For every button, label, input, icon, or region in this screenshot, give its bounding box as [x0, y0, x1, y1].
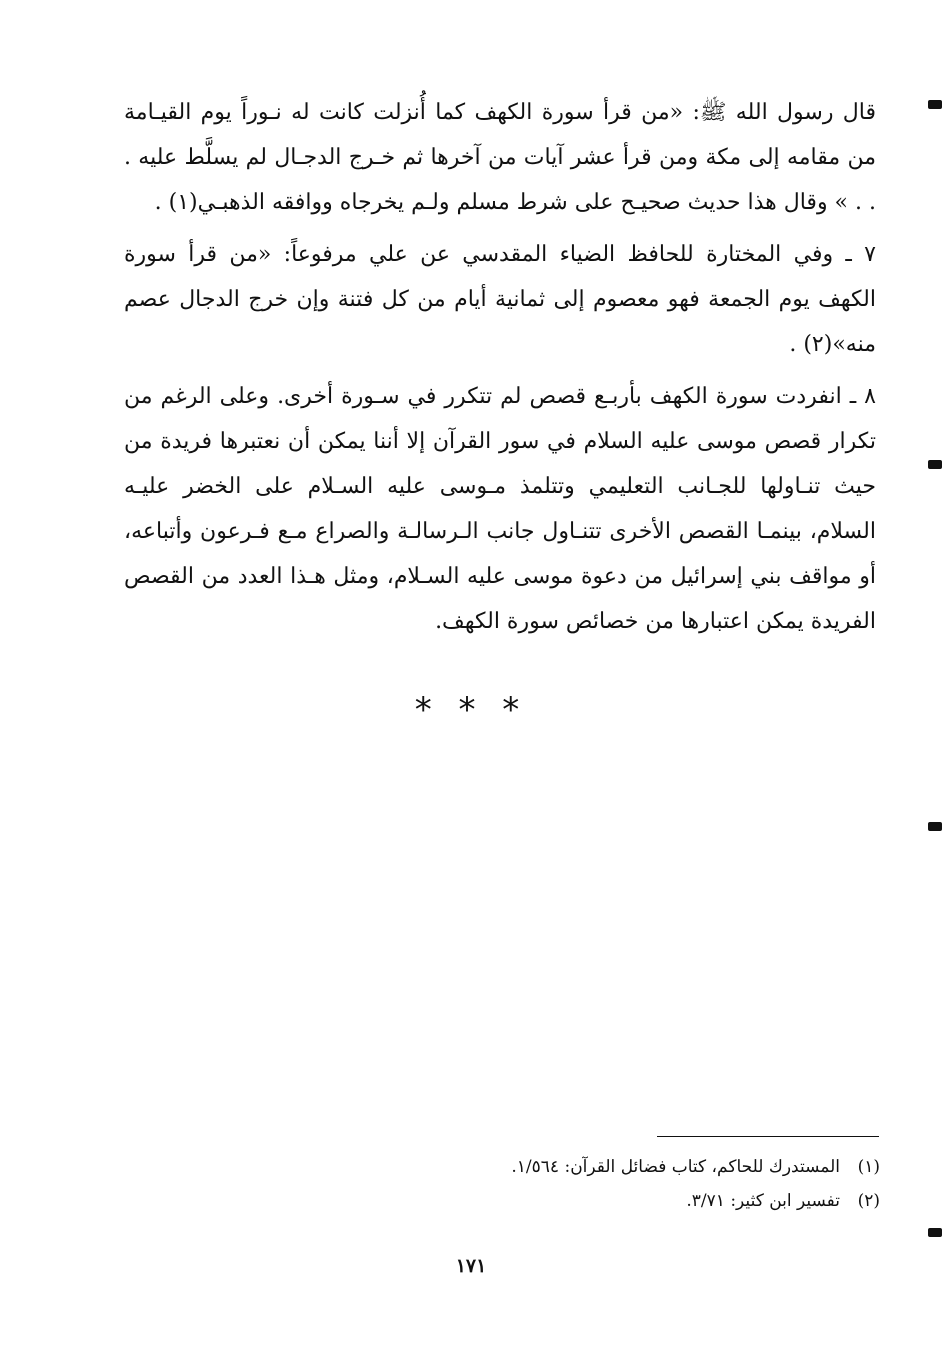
scan-edge-mark	[928, 822, 942, 831]
paragraph-item-8: ٨ ـ انفردت سورة الكهف بأربـع قصص لم تتكرر في سـورة أخرى. وعلى الرغم من تكرار قصص موسى عليه السلام في سور القرآن إلا أننا يمكن أن نعتبرها فريدة من حيث تنـاولها للجـانب التعليمي وتتلمذ مـوسى عليه السـلام على الخضر عليـه السلام، بينمـا القصص الأخرى تتنـاول جانب الـرسالـة والصراع مـع فـرعون وأتباعه، أو مواقف بني إسرائيل من دعوة موسى عليه السـلام، ومثل هـذا العدد من القصص الفريدة يمكن اعتبارها من خصائص سورة الكهف.	[124, 384, 876, 634]
scan-edge-mark	[928, 100, 942, 109]
page-number: ١٧١	[455, 1255, 487, 1277]
footnote-1	[300, 1150, 880, 1184]
scan-edge-mark	[928, 1228, 942, 1237]
footnote-marker: (١)	[857, 1157, 880, 1177]
paragraph-hadith-kahf: قال رسول الله ﷺ: «من قرأ سورة الكهف كما أُنزلت كانت له نـوراً يوم القيـامة من مقامه إلى مكة ومن قرأ عشر آيات من آخرها ثم خـرج الدجـال لم يسلَّط عليه . . . » وقال هذا حديث صحيـح على شرط مسلم ولـم يخرجاه ووافقه الذهبـي(١) .	[124, 100, 876, 215]
scan-edge-mark	[928, 460, 942, 469]
paragraph-item-7: ٧ ـ وفي المختارة للحافظ الضياء المقدسي عن علي مرفوعاً: «من قرأ سورة الكهف يوم الجمعة فهو معصوم إلى ثمانية أيام من كل فتنة وإن خرج الدجال عصم منه»(٢) .	[124, 242, 876, 357]
footnote-2	[300, 1184, 880, 1218]
footnotes	[300, 1150, 880, 1218]
footnote-text: المستدرك للحاكم، كتاب فضائل القرآن: ١/٥٦٤.	[511, 1157, 840, 1177]
section-separator: * * *	[414, 690, 528, 730]
footnote-text: تفسير ابن كثير: ٣/٧١.	[686, 1191, 840, 1211]
footnote-marker: (٢)	[857, 1191, 880, 1211]
footnote-divider	[657, 1136, 879, 1137]
